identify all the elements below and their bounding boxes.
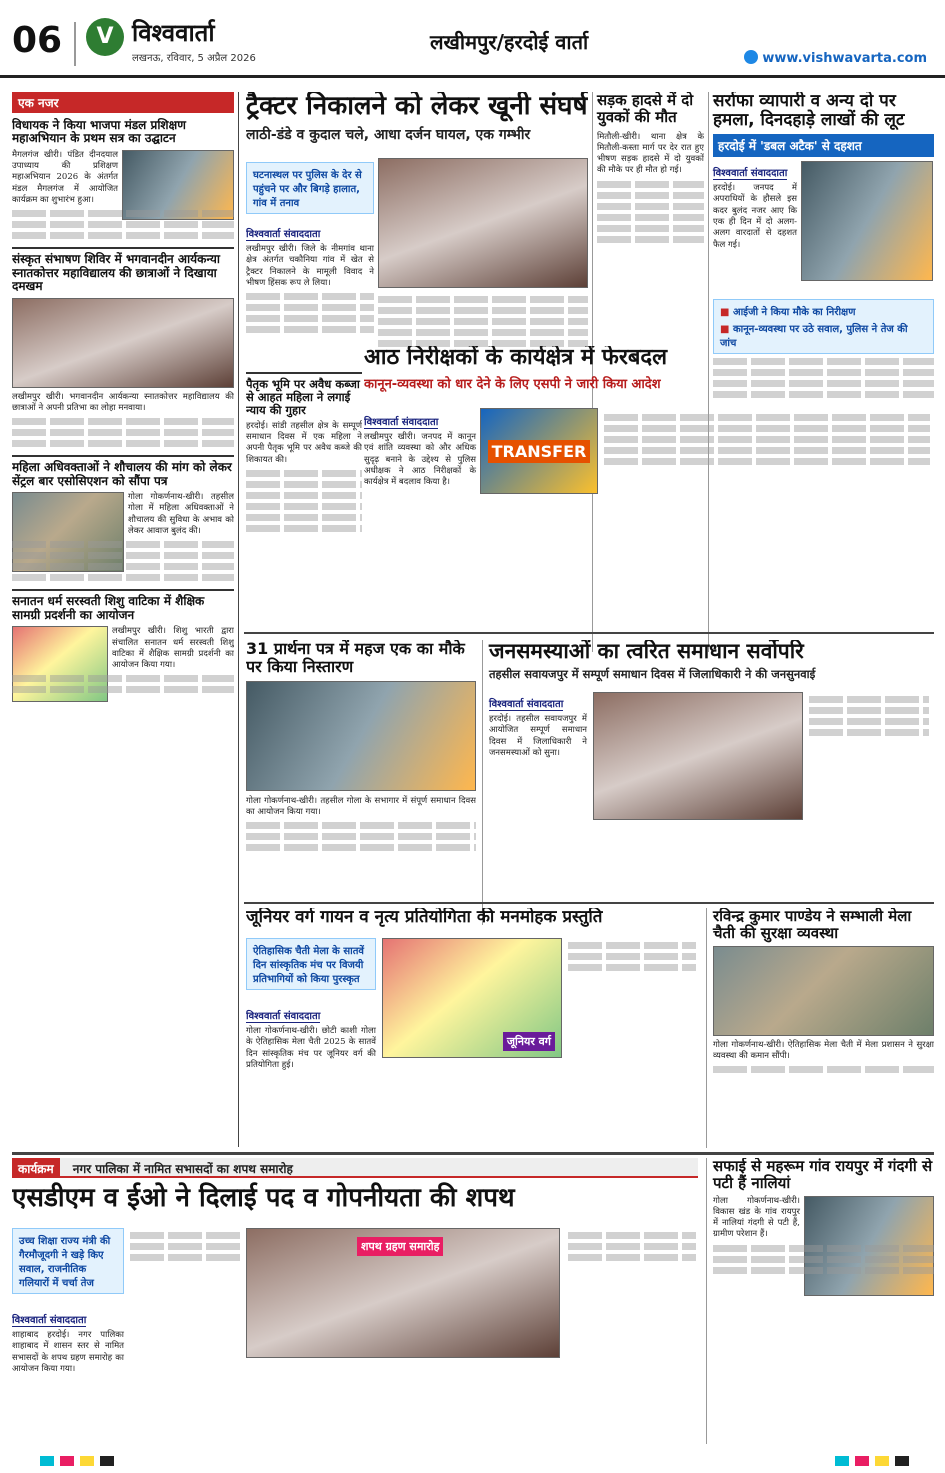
text-filler <box>12 574 234 581</box>
text-filler <box>809 707 929 714</box>
cmyk-swatch <box>875 1456 889 1466</box>
story-junior: गोला गोकर्णनाथ-खीरी। छोटी काशी गोला के ऐतिहासिक मेला चैती 2025 के सातवें दिन सांस्कृतिक मंच पर जूनियर वर्ग की प्रतियोगिता हुई। <box>246 1026 376 1070</box>
story-ravindra: गोला गोकर्णनाथ-खीरी। ऐतिहासिक मेला चैती में मेला प्रशासन ने सुरक्षा व्यवस्था की कमान सौंपी। <box>713 1039 934 1061</box>
divider <box>74 22 76 66</box>
text-filler <box>809 718 929 725</box>
text-filler <box>568 1232 696 1239</box>
headline-shishu: सनातन धर्म सरस्वती शिशु वाटिका में शैक्षिक सामग्री प्रदर्शनी का आयोजन <box>12 589 234 622</box>
globe-icon <box>744 50 758 64</box>
photo-tractor <box>378 158 588 288</box>
text-filler <box>12 552 234 559</box>
masthead <box>0 0 945 78</box>
byline-transfer: विश्ववार्ता संवाददाता <box>364 414 438 429</box>
text-filler <box>12 686 234 693</box>
column-rule <box>238 92 239 1147</box>
text-filler <box>12 221 234 228</box>
byline-junior: विश्ववार्ता संवाददाता <box>246 1008 320 1023</box>
text-filler <box>246 822 476 829</box>
text-filler <box>246 315 374 322</box>
note-junior: ऐतिहासिक चैती मेला के सातवें दिन सांस्कृतिक मंच पर विजयी प्रतिभागियों को किया पुरस्कृत <box>246 938 376 990</box>
text-filler <box>130 1254 240 1261</box>
text-filler <box>246 293 374 300</box>
photo-junior <box>382 938 562 1058</box>
text-filler <box>568 942 696 949</box>
safai-story <box>706 1158 934 1444</box>
page-number: 06 <box>12 20 63 61</box>
byline-karyakram: विश्ववार्ता संवाददाता <box>12 1312 86 1327</box>
text-filler <box>604 436 930 443</box>
story-safai: गोला गोकर्णनाथ-खीरी। विकास खंड के गांव रायपुर में नालियां गंदगी से पटी हैं, ग्रामीण परेशान हैं। <box>713 1195 800 1240</box>
story-tractor: लखीमपुर खीरी। जिले के नीमगांव थाना क्षेत्र अंतर्गत चकौनिया गांव में खेत से ट्रैक्टर निकालने के मामूली विवाद ने भीषण हिंसक रूप ले लिया। <box>246 244 374 288</box>
photo-saraf-illustration <box>801 161 933 281</box>
junior-story <box>246 908 700 1148</box>
text-filler <box>809 696 929 703</box>
headline-ravindra: रविन्द्र कुमार पाण्डेय ने सम्भाली मेला चैती की सुरक्षा व्यवस्था <box>713 908 912 942</box>
text-filler <box>597 214 704 221</box>
website-url: www.vishwavarta.com <box>762 51 927 66</box>
subhead-tractor: लाठी-डंडे व कुदाल चले, आधा दर्जन घायल, एक गम्भीर <box>246 127 531 144</box>
cmyk-swatch <box>855 1456 869 1466</box>
headline-mahila: महिला अधिवक्ताओं ने शौचालय की मांग को लेकर सेंट्रल बार एसोसिएशन को सौंपा पत्र <box>12 455 234 488</box>
text-filler <box>378 318 588 325</box>
cmyk-swatch <box>835 1456 849 1466</box>
bullet-ig: ■ आईजी ने किया मौके का निरीक्षण <box>720 304 927 318</box>
photo-sanskrit <box>12 298 234 388</box>
text-filler <box>604 425 930 432</box>
text-filler <box>604 447 930 454</box>
text-filler <box>597 181 704 188</box>
section-rule <box>244 902 934 904</box>
cmyk-swatch <box>60 1456 74 1466</box>
text-filler <box>12 675 234 682</box>
headline-transfer: आठ निरीक्षकों के कार्यक्षेत्र में फेरबदल <box>364 346 667 370</box>
text-filler <box>568 964 696 971</box>
text-filler <box>597 236 704 243</box>
text-filler <box>713 1256 934 1263</box>
transfer-story <box>364 346 934 636</box>
ravindra-story <box>706 908 934 1148</box>
story-paitrik: हरदोई। सांडी तहसील क्षेत्र के सम्पूर्ण समाधान दिवस में एक महिला ने अपनी पैतृक भूमि पर अवैध कब्जे की शिकायत की। <box>246 420 362 465</box>
text-filler <box>12 541 234 548</box>
photo-ravindra <box>713 946 934 1036</box>
text-filler <box>130 1243 240 1250</box>
story-road: मितौली-खीरी। थाना क्षेत्र के मितौली-कस्ता मार्ग पर देर रात हुए भीषण सड़क हादसे में दो युवकों की मौके पर ही मौत हो गई। <box>597 131 704 176</box>
text-filler <box>246 525 362 532</box>
transfer-label: TRANSFER <box>488 440 591 463</box>
text-filler <box>713 1267 934 1274</box>
text-filler <box>713 1066 934 1073</box>
story-transfer: लखीमपुर खीरी। जनपद में कानून एवं शांति व्यवस्था को और अधिक सुदृढ़ बनाने के उद्देश्य से पुलिस अधीक्षक ने आठ निरीक्षकों के कार्यक्षेत्र में बदलाव किया है। <box>364 432 476 488</box>
brand-name: विश्ववार्ता <box>132 19 215 47</box>
story-karyakram: शाहाबाद हरदोई। नगर पालिका शाहाबाद में शासन स्तर से नामित सभासदों के शपथ ग्रहण समारोह का आयोजन किया गया। <box>12 1330 124 1374</box>
karyakram-label: कार्यक्रम <box>12 1158 60 1178</box>
story-saraf: हरदोई। जनपद में अपराधियों के हौसले इस कदर बुलंद नजर आए कि एक ही दिन में दो अलग-अलग वारदातों से दहशत फैल गई। <box>713 183 797 250</box>
ek-nazar-label: एक नजर <box>12 92 234 113</box>
text-filler <box>246 470 362 477</box>
text-filler <box>246 503 362 510</box>
photo-mahila <box>12 492 124 572</box>
subhead-jansamasya: तहसील सवायजपुर में सम्पूर्ण समाधान दिवस में जिलाधिकारी ने की जनसुनवाई <box>489 666 816 681</box>
headline-tractor: ट्रैक्टर निकालने को लेकर खूनी संघर्ष <box>246 92 588 121</box>
note-karyakram: उच्च शिक्षा राज्य मंत्री की गैरमौजूदगी ने खड़े किए सवाल, राजनीतिक गलियारों में चर्चा तेज <box>12 1228 124 1294</box>
story-mandal: मैगलगंज खीरी। पंडित दीनदयाल उपाध्याय की प्रशिक्षण महाअभियान 2026 के अंतर्गत मंडल मैगलगंज में आयोजित कार्यक्रम का शुभारंभ हुआ। <box>12 149 118 206</box>
cmyk-swatch <box>895 1456 909 1466</box>
story-prarthana: गोला गोकर्णनाथ-खीरी। तहसील गोला के सभागार में संपूर्ण समाधान दिवस का आयोजन किया गया। <box>246 795 476 818</box>
cmyk-swatch <box>80 1456 94 1466</box>
kicker-karyakram: नगर पालिका में नामित सभासदों का शपथ समारोह <box>72 1162 293 1176</box>
text-filler <box>568 953 696 960</box>
text-filler <box>568 1243 696 1250</box>
print-color-strip <box>0 1448 945 1473</box>
text-filler <box>12 210 234 217</box>
headline-prarthana: 31 प्रार्थना पत्र में महज एक का मौके पर किया निस्तारण <box>246 640 465 676</box>
section-title: लखीमपुर/हरदोई वार्ता <box>430 30 589 54</box>
story-sanskrit: लखीमपुर खीरी। भगवानदीन आर्यकन्या स्नातकोत्तर महाविद्यालय की छात्राओं ने अपनी प्रतिभा का लोहा मनवाया। <box>12 391 234 413</box>
text-filler <box>378 307 588 314</box>
headline-jansamasya: जनसमस्याओं का त्वरित समाधान सर्वोपरि <box>489 640 804 663</box>
photo-prarthana <box>246 681 476 791</box>
text-filler <box>12 418 234 425</box>
text-filler <box>378 329 588 336</box>
text-filler <box>597 203 704 210</box>
prarthana-story <box>246 640 476 925</box>
text-filler <box>12 429 234 436</box>
text-filler <box>246 514 362 521</box>
section-rule <box>12 1152 934 1155</box>
text-filler <box>604 414 930 421</box>
text-filler <box>809 729 929 736</box>
cmyk-swatch <box>100 1456 114 1466</box>
text-filler <box>12 563 234 570</box>
story-jansamasya: हरदोई। तहसील सवायजपुर में आयोजित सम्पूर्ण समाधान दिवस में जिलाधिकारी ने जनसमस्याओं को सुना। <box>489 714 587 758</box>
left-column <box>12 92 234 1152</box>
text-filler <box>604 458 930 465</box>
brand-logo: V <box>86 18 124 56</box>
text-filler <box>246 481 362 488</box>
subhead-transfer: कानून-व्यवस्था को धार देने के लिए एसपी ने जारी किया आदेश <box>364 376 661 392</box>
strap-saraf: हरदोई में 'डबल अटैक' से दहशत <box>713 134 934 157</box>
text-filler <box>12 440 234 447</box>
story-shishu: लखीमपुर खीरी। शिशु भारती द्वारा संचालित सनातन धर्म सरस्वती शिशु वाटिका में शैक्षिक सामग्री प्रदर्शनी का आयोजन किया गया। <box>112 626 234 671</box>
text-filler <box>130 1232 240 1239</box>
headline-karyakram: एसडीएम व ईओ ने दिलाई पद व गोपनीयता की शपथ <box>12 1183 515 1213</box>
karyakram-story <box>12 1158 698 1444</box>
text-filler <box>597 225 704 232</box>
text-filler <box>597 192 704 199</box>
text-filler <box>568 1254 696 1261</box>
headline-paitrik: पैतृक भूमि पर अवैध कब्जा से आहत महिला ने लगाई न्याय की गुहार <box>246 377 360 417</box>
text-filler <box>246 833 476 840</box>
text-filler <box>246 304 374 311</box>
headline-road: सड़क हादसे में दो युवकों की मौत <box>597 92 694 126</box>
section-rule <box>244 632 934 634</box>
photo-jansamasya <box>593 692 803 820</box>
junior-banner: जूनियर वर्ग <box>503 1032 555 1051</box>
text-filler <box>246 844 476 851</box>
text-filler <box>246 326 374 333</box>
story-mahila: गोला गोकर्णनाथ-खीरी। तहसील गोला में महिला अधिवक्ताओं ने शौचालय की सुविधा के अभाव को लेकर आवाज बुलंद की। <box>128 492 234 537</box>
headline-safai: सफाई से महरूम गांव रायपुर में गंदगी से पटी हैं नालियां <box>713 1158 933 1192</box>
photo-transfer <box>480 408 598 494</box>
cmyk-swatch <box>40 1456 54 1466</box>
box-paitrik <box>246 372 362 642</box>
photo-karyakram <box>246 1228 560 1358</box>
text-filler <box>246 492 362 499</box>
headline-junior: जूनियर वर्ग गायन व नृत्य प्रतियोगिता की मनमोहक प्रस्तुति <box>246 908 603 927</box>
date-line: लखनऊ, रविवार, 5 अप्रैल 2026 <box>132 53 256 64</box>
byline-tractor: विश्ववार्ता संवाददाता <box>246 226 320 241</box>
headline-sanskrit: संस्कृत संभाषण शिविर में भगवानदीन आर्यकन्या स्नातकोत्तर महाविद्यालय की छात्राओं ने दिखाया दमखम <box>12 247 234 293</box>
text-filler <box>12 232 234 239</box>
bullet-law: ■ कानून-व्यवस्था पर उठे सवाल, पुलिस ने तेज की जांच <box>720 321 927 349</box>
headline-mandal: विधायक ने किया भाजपा मंडल प्रशिक्षण महाअभियान के प्रथम सत्र का उद्घाटन <box>12 118 186 146</box>
byline-jansamasya: विश्ववार्ता संवाददाता <box>489 696 563 711</box>
headline-saraf: सर्राफा व्यापारी व अन्य दो पर हमला, दिनदहाड़े लाखों की लूट <box>713 92 905 131</box>
website-link[interactable] <box>744 50 927 66</box>
text-filler <box>378 296 588 303</box>
jansamasya-story <box>482 640 934 925</box>
stage-banner: शपथ ग्रहण समारोह <box>357 1237 443 1256</box>
note-tractor: घटनास्थल पर पुलिस के देर से पहुंचने पर और बिगड़े हालात, गांव में तनाव <box>246 162 374 214</box>
text-filler <box>713 1245 934 1252</box>
byline-saraf: विश्ववार्ता संवाददाता <box>713 165 787 180</box>
